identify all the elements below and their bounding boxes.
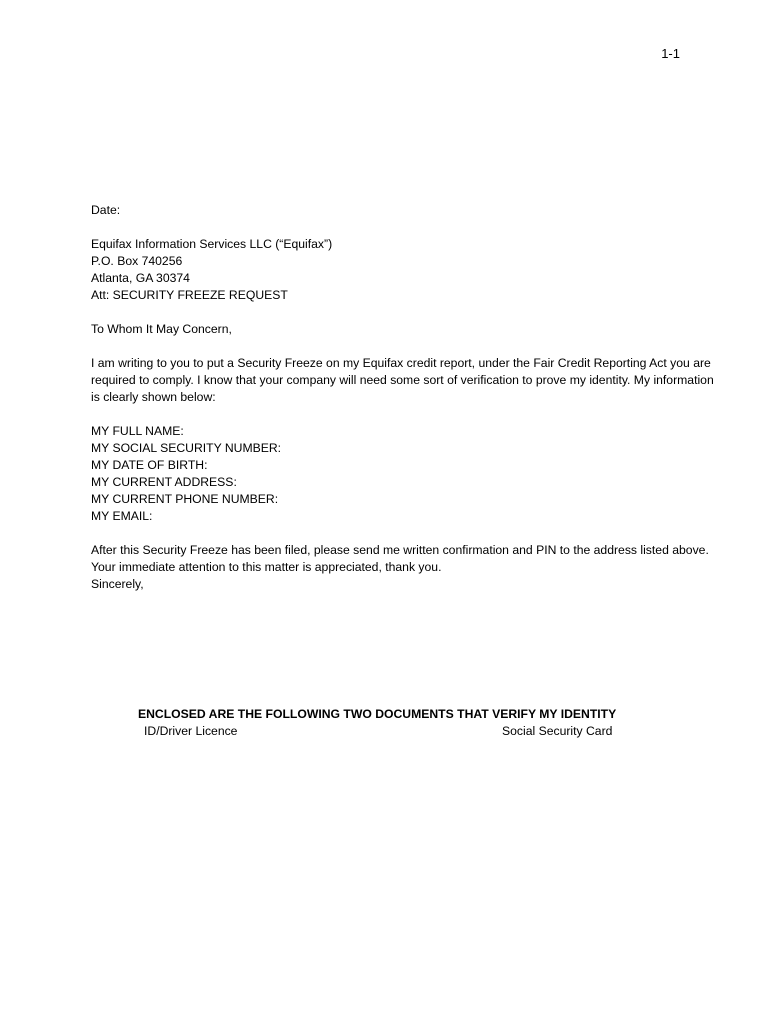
identity-fields [91, 423, 721, 525]
recipient-city: Atlanta, GA 30374 [91, 271, 190, 285]
field-full-name: MY FULL NAME: [91, 424, 184, 438]
document-social-security-card: Social Security Card [502, 724, 613, 738]
spacer [91, 219, 721, 236]
page-number: 1-1 [661, 46, 680, 61]
documents-row [138, 723, 658, 740]
spacer [91, 406, 721, 423]
field-current-address: MY CURRENT ADDRESS: [91, 475, 237, 489]
field-phone-number: MY CURRENT PHONE NUMBER: [91, 492, 279, 506]
field-ssn: MY SOCIAL SECURITY NUMBER: [91, 441, 282, 455]
letter-body [91, 202, 721, 593]
field-email: MY EMAIL: [91, 509, 153, 523]
field-date-of-birth: MY DATE OF BIRTH: [91, 458, 208, 472]
signoff: Sincerely, [91, 577, 144, 591]
recipient-name: Equifax Information Services LLC (“Equifax”) [91, 237, 333, 251]
enclosed-documents [138, 706, 658, 740]
spacer [91, 525, 721, 542]
spacer [91, 338, 721, 355]
spacer [91, 304, 721, 321]
salutation: To Whom It May Concern, [91, 322, 232, 336]
body-paragraph: I am writing to you to put a Security Freeze on my Equifax credit report, under the Fair Credit Reporting Act you are required to comply. I know that your company will need some sort of verification to prove my identity. My information is clearly shown below: [91, 356, 714, 404]
enclosed-title: ENCLOSED ARE THE FOLLOWING TWO DOCUMENTS THAT VERIFY MY IDENTITY [138, 707, 617, 721]
recipient-po-box: P.O. Box 740256 [91, 254, 183, 268]
recipient-attention: Att: SECURITY FREEZE REQUEST [91, 288, 288, 302]
date-label: Date: [91, 203, 121, 217]
closing-paragraph: After this Security Freeze has been filed, please send me written confirmation and PIN to the address listed above. Your immediate attention to this matter is appreciated, thank you. [91, 543, 709, 574]
recipient-address [91, 236, 721, 304]
document-id-driver-licence: ID/Driver Licence [144, 724, 238, 738]
